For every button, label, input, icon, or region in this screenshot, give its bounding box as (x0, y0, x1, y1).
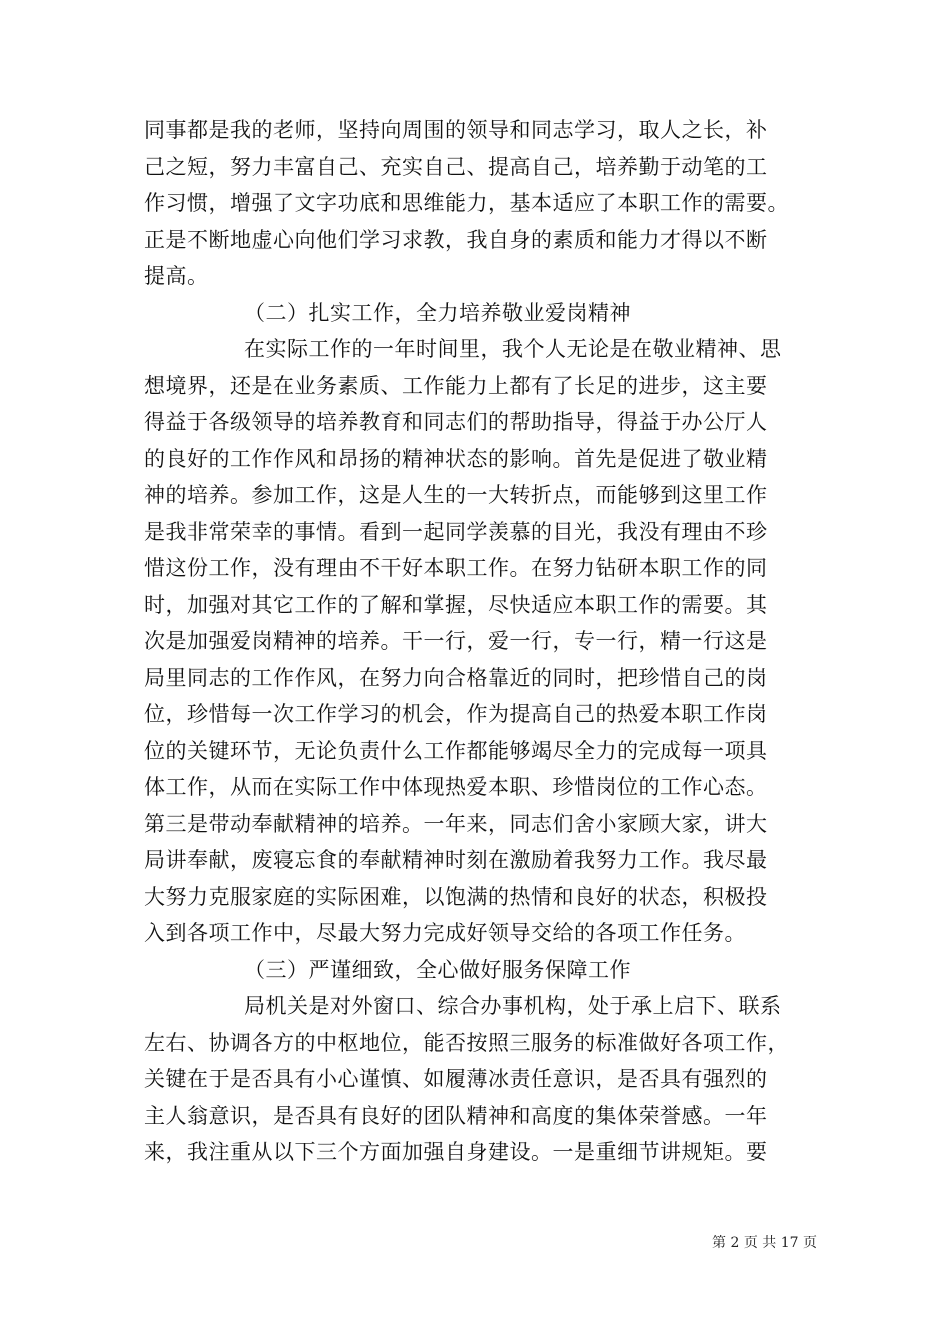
body-line: 得益于各级领导的培养教育和同志们的帮助指导，得益于办公厅人 (144, 410, 768, 434)
body-line: 体工作，从而在实际工作中体现热爱本职、珍惜岗位的工作心态。 (144, 775, 768, 799)
body-line: 神的培养。参加工作，这是人生的一大转折点，而能够到这里工作 (144, 483, 768, 507)
body-line: 主人翁意识，是否具有良好的团队精神和高度的集体荣誉感。一年 (144, 1103, 768, 1128)
body-line: 时，加强对其它工作的了解和掌握，尽快适应本职工作的需要。其 (144, 592, 768, 617)
body-line: 局讲奉献，废寝忘食的奉献精神时刻在激励着我努力工作。我尽最 (144, 848, 768, 872)
body-line: 的良好的工作作风和昂扬的精神状态的影响。首先是促进了敬业精 (144, 446, 768, 471)
body-line: 是我非常荣幸的事情。看到一起同学羡慕的目光，我没有理由不珍 (144, 519, 768, 544)
section-heading-3: （三）严谨细致，全心做好服务保障工作 (244, 957, 631, 982)
body-line: 来，我注重从以下三个方面加强自身建设。一是重细节讲规矩。要 (144, 1140, 768, 1164)
body-line: 第三是带动奉献精神的培养。一年来，同志们舍小家顾大家，讲大 (144, 811, 768, 836)
body-line: 提高。 (144, 264, 209, 288)
body-line: 在实际工作的一年时间里，我个人无论是在敬业精神、思 (244, 337, 782, 361)
body-line: 次是加强爱岗精神的培养。干一行，爱一行，专一行，精一行这是 (144, 629, 768, 653)
body-line: 作习惯，增强了文字功底和思维能力，基本适应了本职工作的需要。 (144, 191, 789, 215)
document-page (144, 112, 834, 1171)
body-line: 同事都是我的老师，坚持向周围的领导和同志学习，取人之长，补 (144, 118, 768, 142)
body-line: 正是不断地虚心向他们学习求教，我自身的素质和能力才得以不断 (144, 227, 768, 252)
body-line: 位，珍惜每一次工作学习的机会，作为提高自己的热爱本职工作岗 (144, 702, 768, 726)
body-line: 左右、协调各方的中枢地位，能否按照三服务的标准做好各项工作， (144, 1030, 789, 1055)
body-line: 大努力克服家庭的实际困难，以饱满的热情和良好的状态，积极投 (144, 884, 768, 909)
body-line: 关键在于是否具有小心谨慎、如履薄冰责任意识，是否具有强烈的 (144, 1067, 768, 1091)
body-line: 惜这份工作，没有理由不干好本职工作。在努力钻研本职工作的同 (144, 556, 768, 580)
body-line: 想境界，还是在业务素质、工作能力上都有了长足的进步，这主要 (144, 373, 768, 398)
body-line: 己之短，努力丰富自己、充实自己、提高自己，培养勤于动笔的工 (144, 154, 768, 179)
body-line: 位的关键环节，无论负责什么工作都能够竭尽全力的完成每一项具 (144, 738, 768, 763)
body-line: 局机关是对外窗口、综合办事机构，处于承上启下、联系 (244, 994, 782, 1018)
body-line: 入到各项工作中，尽最大努力完成好领导交给的各项工作任务。 (144, 921, 746, 945)
section-heading-2: （二）扎实工作，全力培养敬业爱岗精神 (244, 300, 631, 325)
page-number: 第 2 页 共 17 页 (712, 1235, 817, 1251)
body-line: 局里同志的工作作风，在努力向合格靠近的同时，把珍惜自己的岗 (144, 665, 768, 690)
